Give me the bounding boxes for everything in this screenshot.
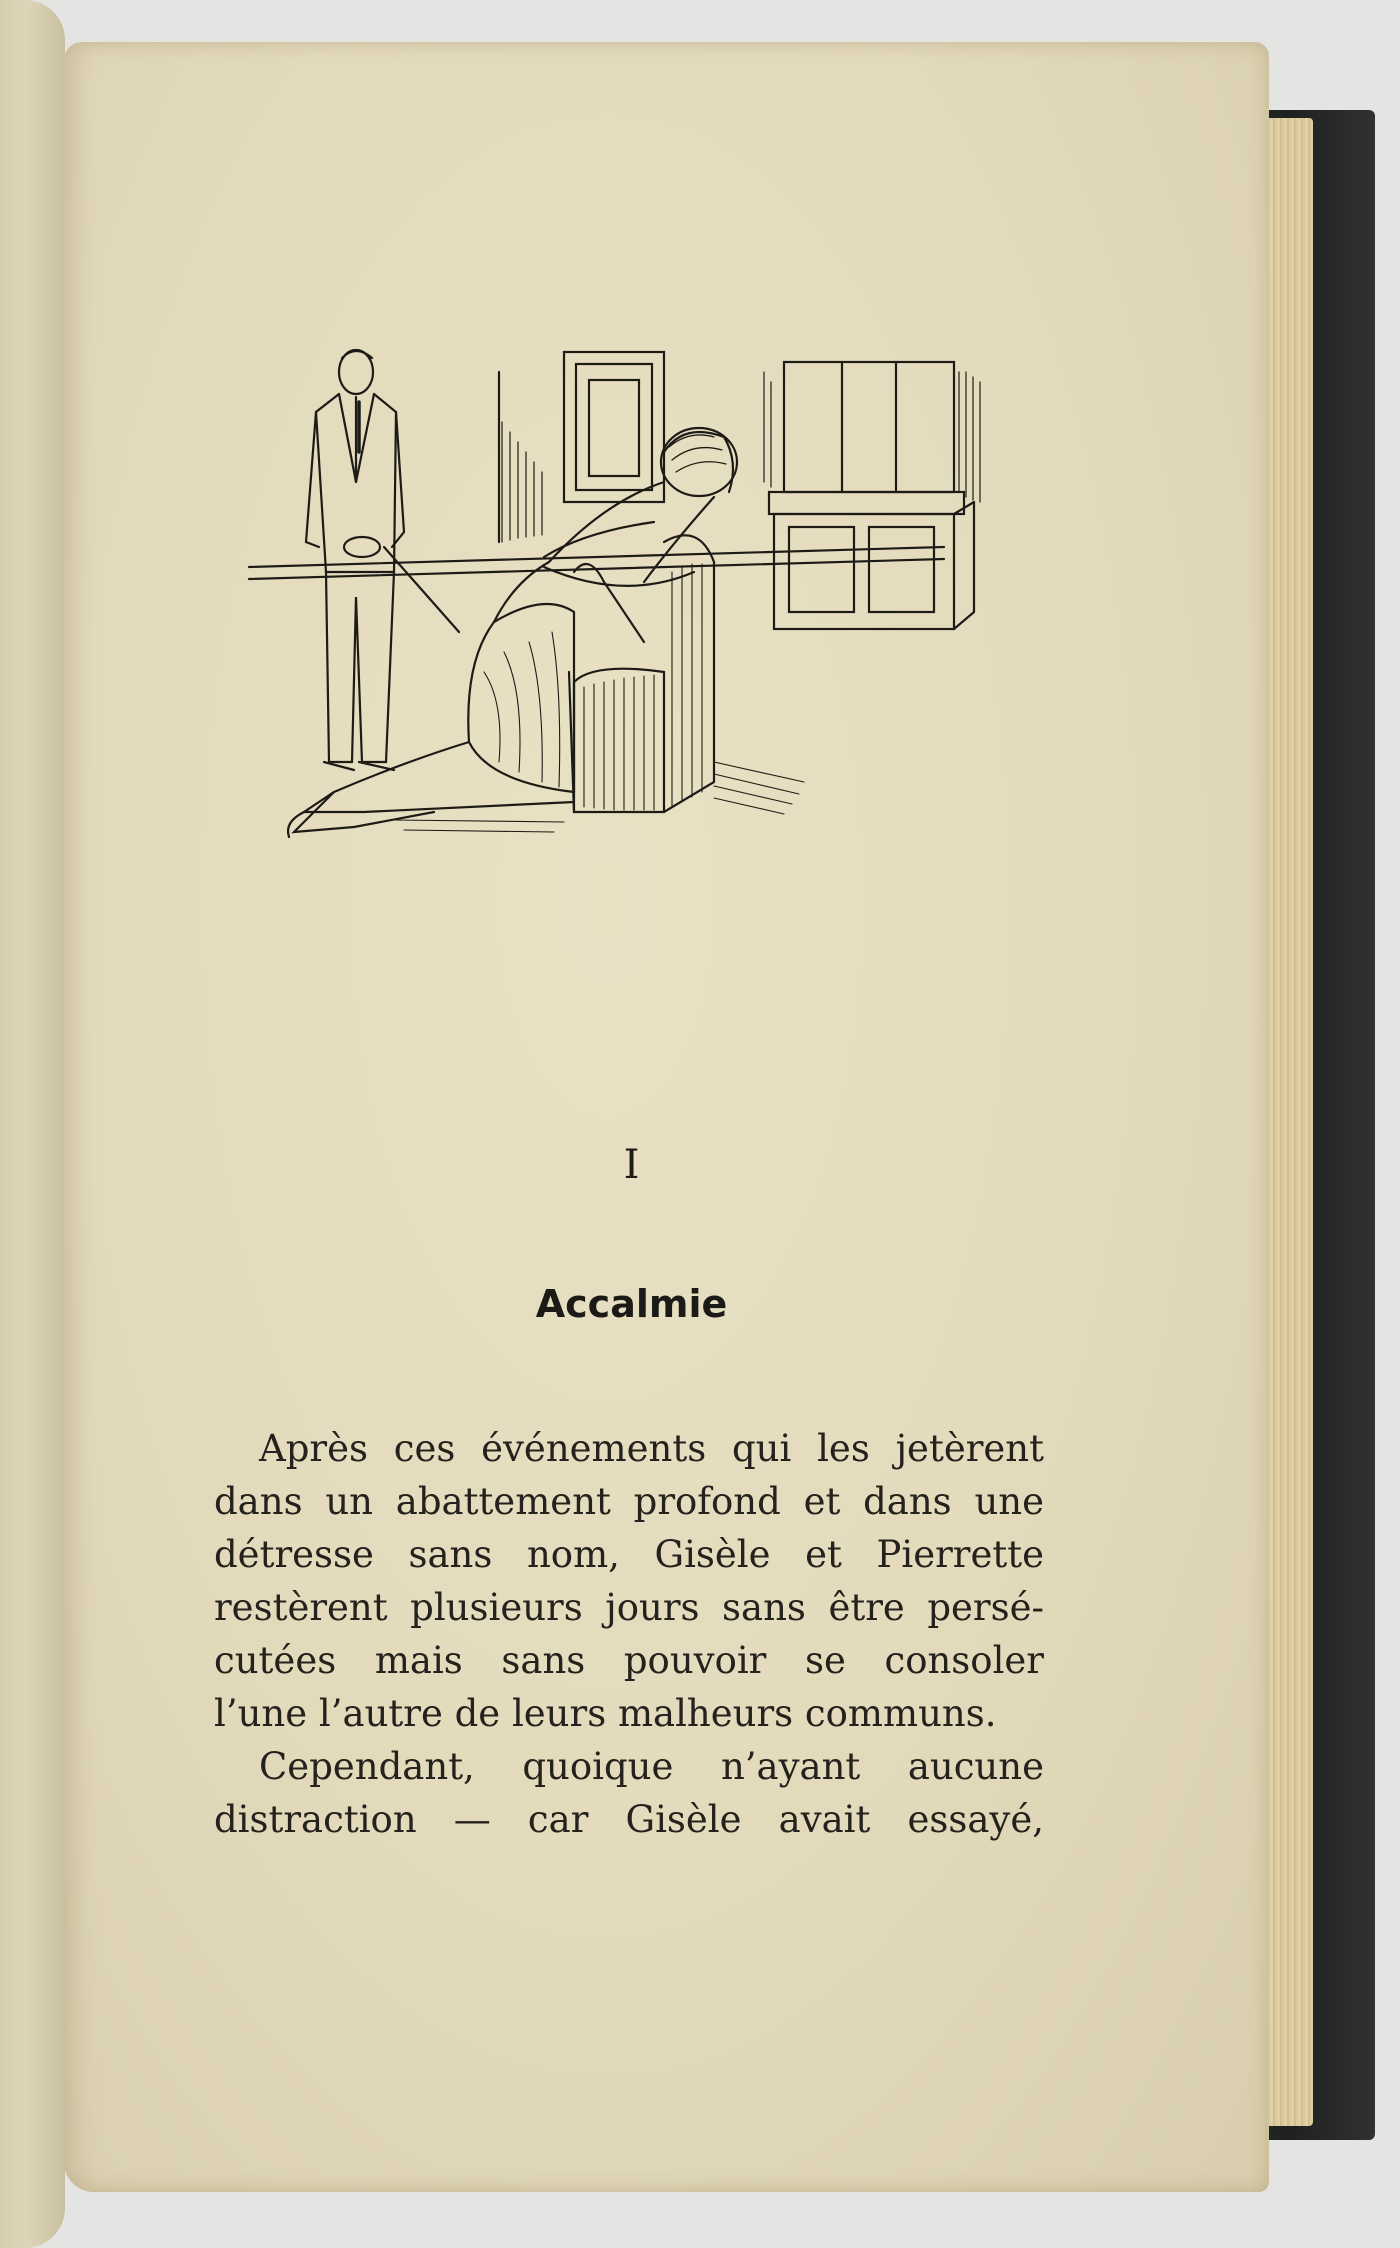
text-line: distraction — car Gisèle avait essayé, bbox=[214, 1798, 1044, 1841]
left-page-edge bbox=[0, 0, 65, 2248]
chapter-title: Accalmie bbox=[535, 1282, 728, 1326]
text-line: cutées mais sans pouvoir se consoler bbox=[214, 1639, 1044, 1682]
text-line: dans un abattement profond et dans une bbox=[214, 1480, 1044, 1523]
chapter-body-text bbox=[214, 1422, 1044, 1846]
text-line: Cependant, quoique n’ayant aucune bbox=[259, 1745, 1044, 1788]
text-line: Après ces événements qui les jetèrent bbox=[259, 1427, 1044, 1470]
text-line: restèrent plusieurs jours sans être persé- bbox=[214, 1586, 1044, 1629]
book-page bbox=[64, 42, 1269, 2192]
engraving-illustration-icon bbox=[244, 342, 1004, 862]
text-line: détresse sans nom, Gisèle et Pierrette bbox=[214, 1533, 1044, 1576]
chapter-number: I bbox=[623, 1142, 640, 1188]
text-line: l’une l’autre de leurs malheurs communs. bbox=[214, 1692, 997, 1735]
